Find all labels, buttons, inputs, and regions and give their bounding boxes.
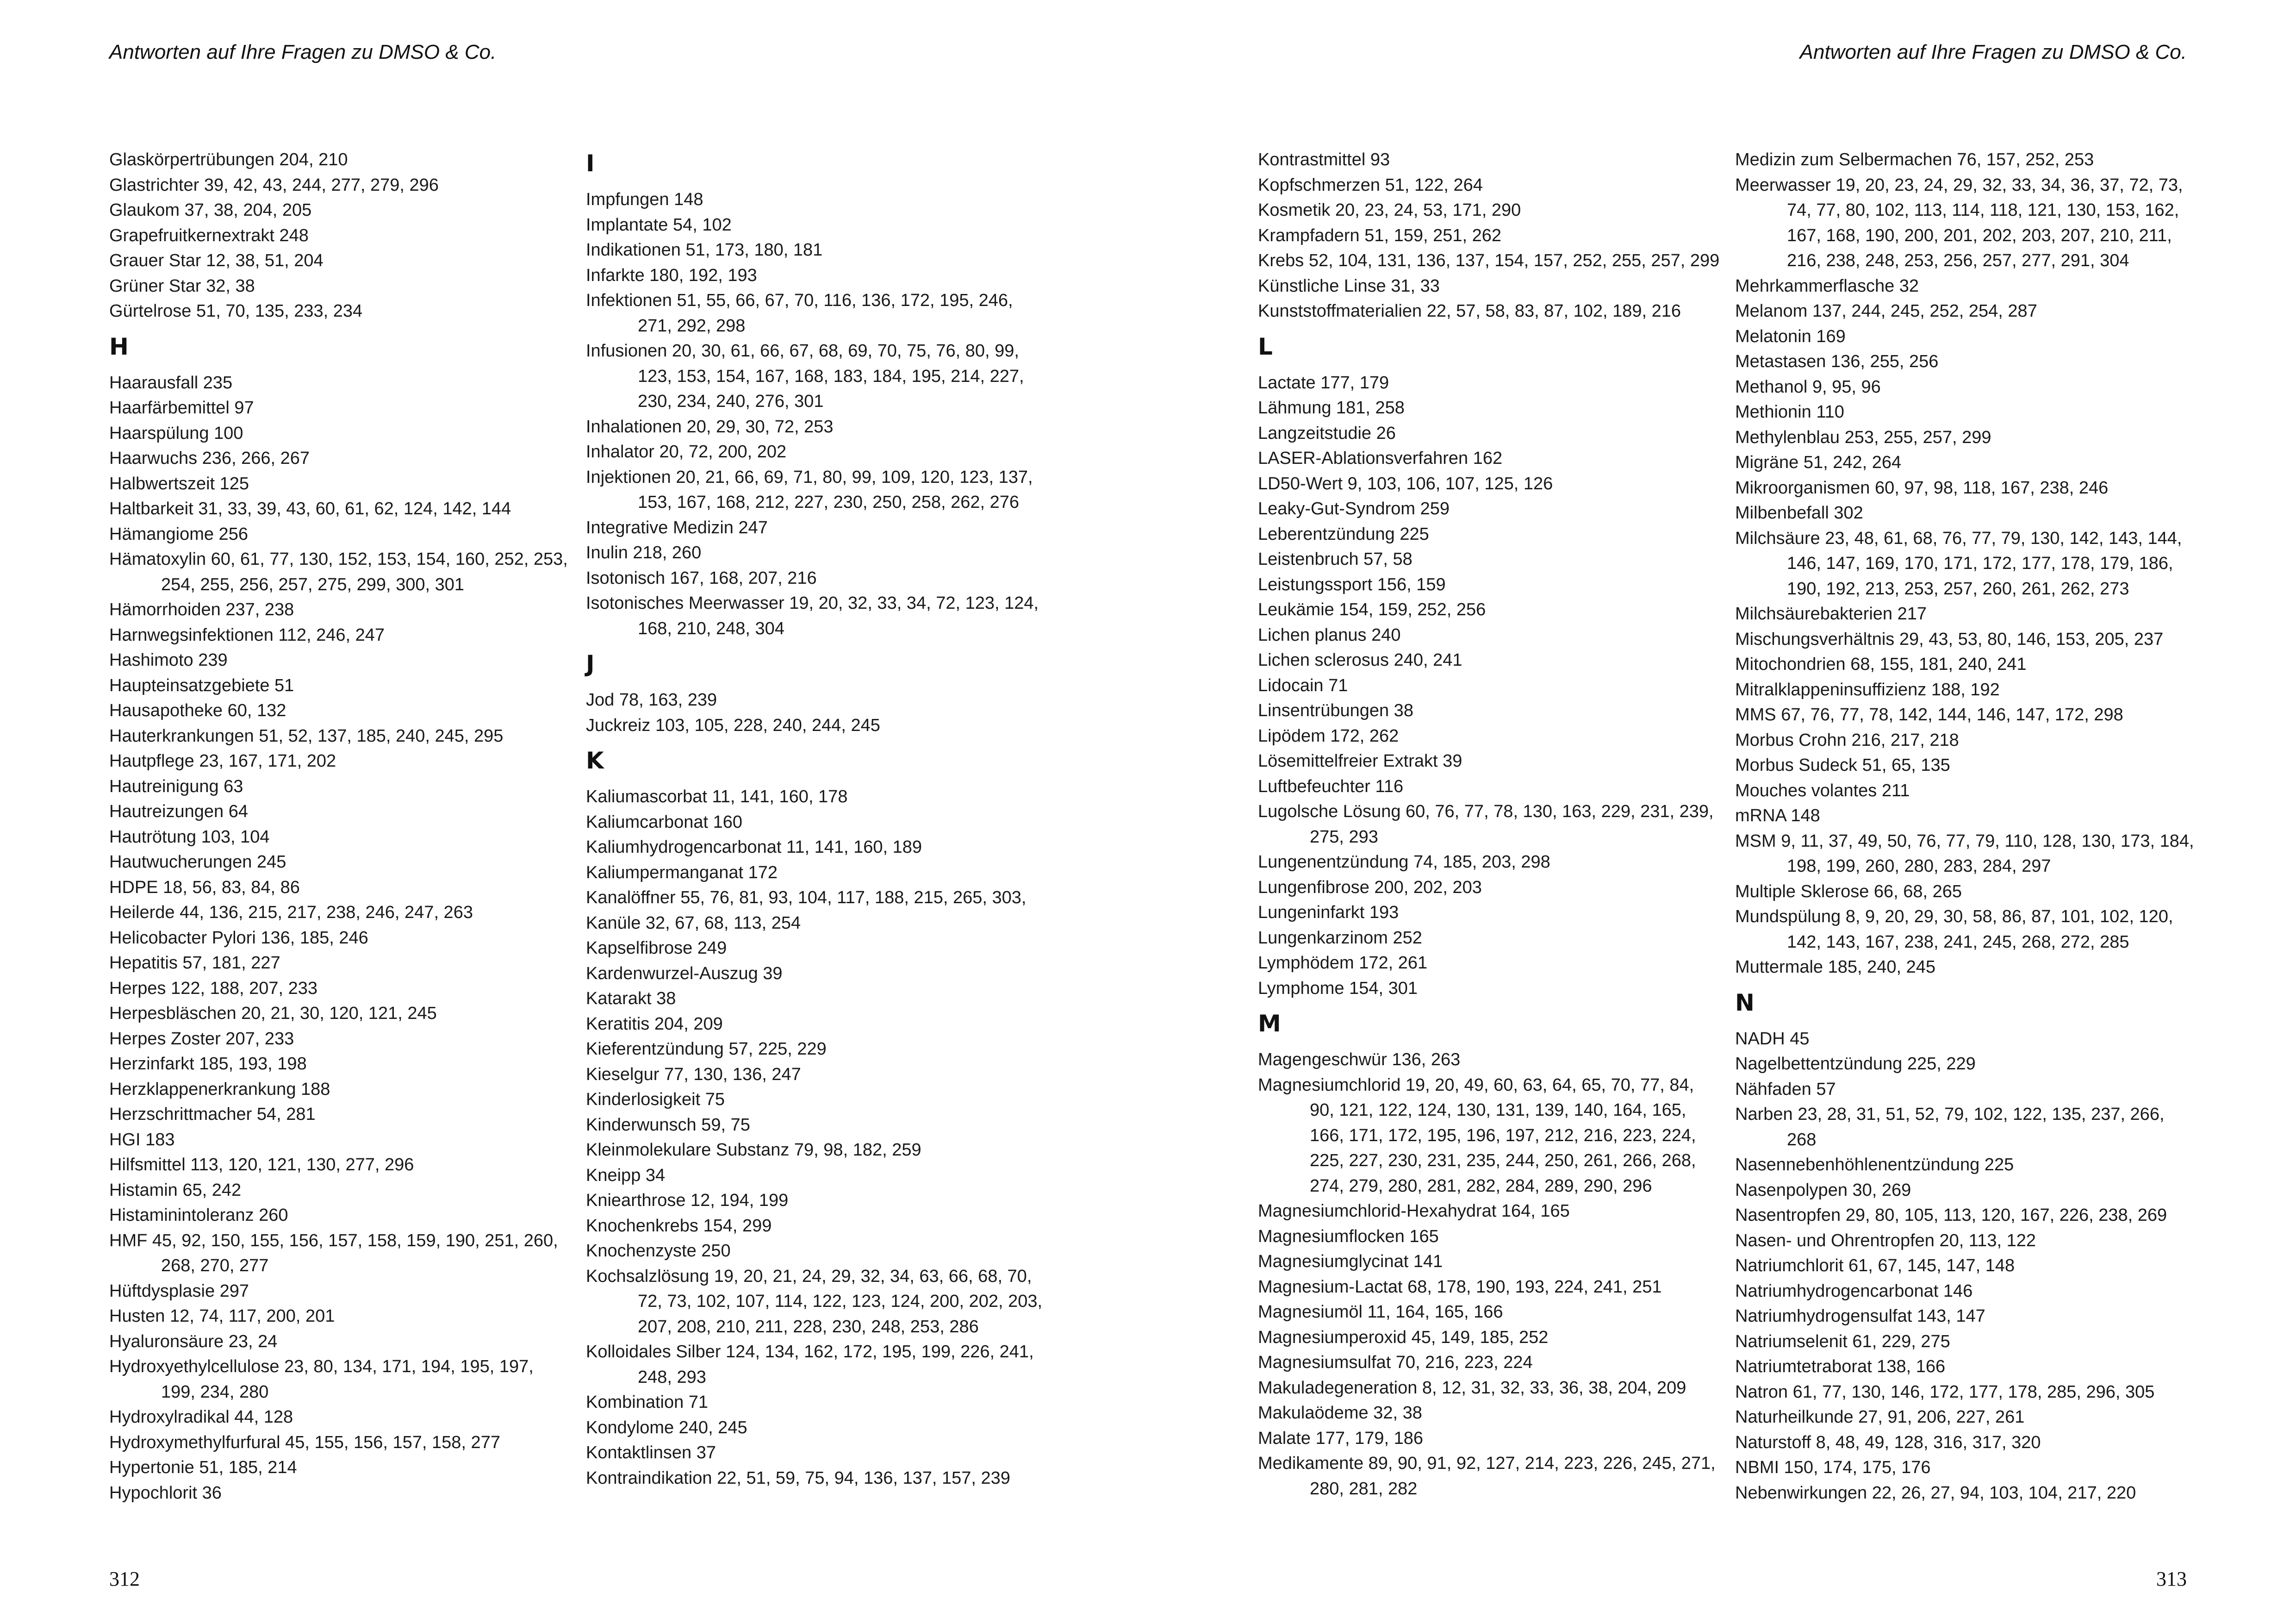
index-entry: Milchsäure 23, 48, 61, 68, 76, 77, 79, 130, 142, 143, 144, 146, 147, 169, 170, 171, 172, 177, 178, 179, 186, 190, 192, 213, 253, 257, 260, 261, 262, 273 bbox=[1735, 528, 2182, 599]
index-entry: Implantate 54, 102 bbox=[586, 215, 732, 235]
index-entry: Lidocain 71 bbox=[1258, 675, 1348, 695]
index-entry: Natriumtetraborat 138, 166 bbox=[1735, 1357, 1946, 1376]
index-section-letter: M bbox=[1258, 1010, 1281, 1037]
index-entry: Inulin 218, 260 bbox=[586, 543, 702, 562]
index-entry: LASER-Ablationsverfahren 162 bbox=[1258, 449, 1503, 468]
index-entry: Kaliumcarbonat 160 bbox=[586, 812, 742, 832]
index-entry: Hämatoxylin 60, 61, 77, 130, 152, 153, 154, 160, 252, 253, 254, 255, 256, 257, 275, 299, 300, 301 bbox=[109, 550, 568, 594]
index-entry: Haltbarkeit 31, 33, 39, 43, 60, 61, 62, 124, 142, 144 bbox=[109, 499, 511, 518]
index-entry: Hautwucherungen 245 bbox=[109, 852, 286, 872]
index-entry: NADH 45 bbox=[1735, 1029, 1810, 1049]
index-entry: Natron 61, 77, 130, 146, 172, 177, 178, 285, 296, 305 bbox=[1735, 1382, 2155, 1402]
index-section-letter: H bbox=[109, 333, 129, 360]
index-entry: Hämangiome 256 bbox=[109, 524, 248, 544]
index-entry: Jod 78, 163, 239 bbox=[586, 690, 717, 710]
index-section-letter: L bbox=[1258, 333, 1273, 360]
index-entry: Husten 12, 74, 117, 200, 201 bbox=[109, 1306, 335, 1326]
index-entry: Kontrastmittel 93 bbox=[1258, 150, 1390, 169]
index-entry: Künstliche Linse 31, 33 bbox=[1258, 276, 1440, 296]
index-entry: Lungeninfarkt 193 bbox=[1258, 903, 1399, 922]
index-entry: Glaskörpertrübungen 204, 210 bbox=[109, 150, 348, 169]
index-entry: Infusionen 20, 30, 61, 66, 67, 68, 69, 70, 75, 76, 80, 99, 123, 153, 154, 167, 168, 183, 184, 195, 214, 227, 230, 234, 240, 276, 301 bbox=[586, 341, 1024, 411]
index-entry: Nasen- und Ohrentropfen 20, 113, 122 bbox=[1735, 1230, 2036, 1250]
index-entry: Glastrichter 39, 42, 43, 244, 277, 279, 296 bbox=[109, 175, 439, 195]
index-entry: Krebs 52, 104, 131, 136, 137, 154, 157, 252, 255, 257, 299 bbox=[1258, 251, 1720, 270]
index-section-letter: J bbox=[586, 650, 595, 677]
index-entry: Kombination 71 bbox=[586, 1393, 709, 1412]
index-entry: Narben 23, 28, 31, 51, 52, 79, 102, 122, 135, 237, 266, 268 bbox=[1735, 1105, 2165, 1149]
index-entry: Natriumhydrogencarbonat 146 bbox=[1735, 1281, 1973, 1301]
index-entry: Magnesiumchlorid-Hexahydrat 164, 165 bbox=[1258, 1201, 1570, 1221]
index-entry: Gürtelrose 51, 70, 135, 233, 234 bbox=[109, 301, 363, 321]
index-entry: Hepatitis 57, 181, 227 bbox=[109, 953, 280, 973]
index-entry: Herpesbläschen 20, 21, 30, 120, 121, 245 bbox=[109, 1004, 437, 1023]
index-entry: Hyaluronsäure 23, 24 bbox=[109, 1331, 278, 1351]
index-entry: Hilfsmittel 113, 120, 121, 130, 277, 296 bbox=[109, 1155, 414, 1174]
index-entry: Migräne 51, 242, 264 bbox=[1735, 453, 1902, 472]
index-entry: Luftbefeuchter 116 bbox=[1258, 776, 1404, 796]
index-entry: Medizin zum Selbermachen 76, 157, 252, 253 bbox=[1735, 150, 2094, 169]
index-entry: Haupteinsatzgebiete 51 bbox=[109, 675, 294, 695]
index-entry: Lungenentzündung 74, 185, 203, 298 bbox=[1258, 852, 1550, 872]
index-entry: Milchsäurebakterien 217 bbox=[1735, 604, 1927, 624]
index-entry: Leaky-Gut-Syndrom 259 bbox=[1258, 499, 1450, 518]
index-entry: Makulaödeme 32, 38 bbox=[1258, 1403, 1422, 1423]
index-entry: Herzinfarkt 185, 193, 198 bbox=[109, 1054, 307, 1074]
running-header-right: Antworten auf Ihre Fragen zu DMSO & Co. bbox=[1799, 41, 2187, 63]
index-entry: Kanalöffner 55, 76, 81, 93, 104, 117, 188, 215, 265, 303, bbox=[586, 888, 1027, 907]
index-entry: HGI 183 bbox=[109, 1130, 175, 1149]
index-entry: Kolloidales Silber 124, 134, 162, 172, 195, 199, 226, 241, 248, 293 bbox=[586, 1342, 1034, 1387]
index-entry: Naturstoff 8, 48, 49, 128, 316, 317, 320 bbox=[1735, 1432, 2041, 1452]
index-entry: Isotonisch 167, 168, 207, 216 bbox=[586, 568, 817, 588]
index-entry: Kleinmolekulare Substanz 79, 98, 182, 259 bbox=[586, 1140, 921, 1160]
index-entry: Hautrötung 103, 104 bbox=[109, 827, 270, 847]
index-entry: Lymphödem 172, 261 bbox=[1258, 953, 1428, 973]
index-entry: Medikamente 89, 90, 91, 92, 127, 214, 223, 226, 245, 271, 280, 281, 282 bbox=[1258, 1454, 1716, 1499]
index-entry: Impfungen 148 bbox=[586, 190, 703, 209]
index-entry: Kosmetik 20, 23, 24, 53, 171, 290 bbox=[1258, 200, 1521, 220]
index-entry: Magnesiumperoxid 45, 149, 185, 252 bbox=[1258, 1327, 1549, 1347]
index-entry: Histamin 65, 242 bbox=[109, 1180, 242, 1200]
index-entry: Morbus Sudeck 51, 65, 135 bbox=[1735, 756, 1950, 775]
index-entry: Hypochlorit 36 bbox=[109, 1483, 222, 1503]
index-entry: Leukämie 154, 159, 252, 256 bbox=[1258, 600, 1486, 619]
index-entry: Lipödem 172, 262 bbox=[1258, 726, 1399, 746]
index-entry: Kniearthrose 12, 194, 199 bbox=[586, 1191, 789, 1210]
index-entry: Haarspülung 100 bbox=[109, 423, 243, 443]
index-entry: Kaliumpermanganat 172 bbox=[586, 862, 778, 882]
index-entry: Magnesium-Lactat 68, 178, 190, 193, 224, 241, 251 bbox=[1258, 1277, 1662, 1297]
index-entry: Lichen sclerosus 240, 241 bbox=[1258, 650, 1462, 670]
index-entry: Katarakt 38 bbox=[586, 989, 676, 1008]
index-entry: mRNA 148 bbox=[1735, 806, 1820, 825]
index-entry: Magnesiumöl 11, 164, 165, 166 bbox=[1258, 1302, 1503, 1322]
index-entry: Melatonin 169 bbox=[1735, 326, 1846, 346]
index-entry: Methanol 9, 95, 96 bbox=[1735, 377, 1881, 397]
index-entry: Magnesiumsulfat 70, 216, 223, 224 bbox=[1258, 1353, 1533, 1372]
index-entry: Nasennebenhöhlenentzündung 225 bbox=[1735, 1155, 2014, 1174]
running-header-left: Antworten auf Ihre Fragen zu DMSO & Co. bbox=[109, 41, 497, 63]
index-entry: Hautpflege 23, 167, 171, 202 bbox=[109, 751, 336, 771]
index-entry: Integrative Medizin 247 bbox=[586, 518, 768, 537]
index-entry: Mundspülung 8, 9, 20, 29, 30, 58, 86, 87, 101, 102, 120, 142, 143, 167, 238, 241, 245, 268, 272, 285 bbox=[1735, 907, 2173, 952]
index-entry: Halbwertszeit 125 bbox=[109, 474, 249, 493]
index-entry: Mikroorganismen 60, 97, 98, 118, 167, 238, 246 bbox=[1735, 478, 2109, 498]
index-entry: Infarkte 180, 192, 193 bbox=[586, 265, 757, 285]
index-entry: Natriumchlorit 61, 67, 145, 147, 148 bbox=[1735, 1256, 2015, 1275]
index-entry: Langzeitstudie 26 bbox=[1258, 423, 1396, 443]
index-column-1 bbox=[109, 147, 572, 1505]
index-entry: Kardenwurzel-Auszug 39 bbox=[586, 963, 783, 983]
index-entry: Herzklappenerkrankung 188 bbox=[109, 1079, 330, 1099]
index-entry: Milbenbefall 302 bbox=[1735, 503, 1863, 523]
index-entry: Linsentrübungen 38 bbox=[1258, 701, 1413, 720]
index-entry: Lähmung 181, 258 bbox=[1258, 398, 1405, 418]
index-entry: Natriumhydrogensulfat 143, 147 bbox=[1735, 1306, 1985, 1326]
index-entry: Mitralklappeninsuffizienz 188, 192 bbox=[1735, 680, 2000, 700]
index-entry: Herpes Zoster 207, 233 bbox=[109, 1029, 294, 1049]
index-entry: Hydroxyethylcellulose 23, 80, 134, 171, 194, 195, 197, 199, 234, 280 bbox=[109, 1357, 534, 1402]
index-entry: Mitochondrien 68, 155, 181, 240, 241 bbox=[1735, 655, 2027, 674]
index-entry: Leberentzündung 225 bbox=[1258, 524, 1429, 544]
index-section-letter: K bbox=[586, 747, 604, 774]
index-column-4 bbox=[1735, 147, 2198, 1505]
index-entry: Kondylome 240, 245 bbox=[586, 1418, 747, 1437]
index-entry: Lymphome 154, 301 bbox=[1258, 978, 1418, 998]
index-entry: Kneipp 34 bbox=[586, 1165, 666, 1185]
index-entry: Lungenkarzinom 252 bbox=[1258, 928, 1422, 948]
index-entry: Lungenfibrose 200, 202, 203 bbox=[1258, 877, 1482, 897]
index-entry: Magnesiumglycinat 141 bbox=[1258, 1252, 1443, 1271]
index-entry: Hautreinigung 63 bbox=[109, 776, 243, 796]
index-entry: Meerwasser 19, 20, 23, 24, 29, 32, 33, 34, 36, 37, 72, 73, 74, 77, 80, 102, 113, 114, 118, 121, 130, 153, 162, 167, 168, 190, 200, 201, 202, 203, 207, 210, 211, 216, 238, 248, 253, 256, 257, 277, 291, 304 bbox=[1735, 175, 2183, 270]
index-entry: MMS 67, 76, 77, 78, 142, 144, 146, 147, 172, 298 bbox=[1735, 705, 2123, 725]
index-column-2 bbox=[586, 147, 1049, 1491]
index-entry: Kinderlosigkeit 75 bbox=[586, 1090, 725, 1109]
index-entry: Kieferentzündung 57, 225, 229 bbox=[586, 1039, 827, 1059]
index-entry: Hypertonie 51, 185, 214 bbox=[109, 1458, 297, 1477]
index-entry: Grapefruitkernextrakt 248 bbox=[109, 225, 309, 245]
index-entry: Nasenpolypen 30, 269 bbox=[1735, 1180, 1911, 1200]
index-entry: Hashimoto 239 bbox=[109, 650, 228, 670]
index-entry: Naturheilkunde 27, 91, 206, 227, 261 bbox=[1735, 1407, 2025, 1427]
index-entry: Mischungsverhältnis 29, 43, 53, 80, 146, 153, 205, 237 bbox=[1735, 629, 2164, 649]
index-entry: Indikationen 51, 173, 180, 181 bbox=[586, 240, 823, 260]
index-entry: Kanüle 32, 67, 68, 113, 254 bbox=[586, 913, 801, 933]
index-entry: Hautreizungen 64 bbox=[109, 802, 248, 821]
index-entry: Nähfaden 57 bbox=[1735, 1079, 1836, 1099]
index-entry: Haarwuchs 236, 266, 267 bbox=[109, 449, 310, 468]
index-entry: Isotonisches Meerwasser 19, 20, 32, 33, 34, 72, 123, 124, 168, 210, 248, 304 bbox=[586, 593, 1039, 638]
index-entry: Kapselfibrose 249 bbox=[586, 938, 727, 958]
index-entry: Magnesiumchlorid 19, 20, 49, 60, 63, 64, 65, 70, 77, 84, 90, 121, 122, 124, 130, 131, 139, 140, 164, 165, 166, 171, 172, 195, 196, 197, 212, 216, 223, 224, 225, 227, 230, 231, 235, 244, 250, 261, 266, 268, 274, 279, 280, 281, 282, 284, 289, 290, 296 bbox=[1258, 1075, 1696, 1196]
index-entry: Magnesiumflocken 165 bbox=[1258, 1226, 1439, 1246]
index-entry: Kaliumascorbat 11, 141, 160, 178 bbox=[586, 787, 848, 806]
index-entry: NBMI 150, 174, 175, 176 bbox=[1735, 1458, 1931, 1477]
index-entry: Nagelbettentzündung 225, 229 bbox=[1735, 1054, 1976, 1074]
index-section-letter: N bbox=[1735, 989, 1755, 1016]
index-entry: Grüner Star 32, 38 bbox=[109, 276, 255, 296]
index-entry: Methylenblau 253, 255, 257, 299 bbox=[1735, 427, 1991, 447]
index-entry: Multiple Sklerose 66, 68, 265 bbox=[1735, 881, 1962, 901]
index-entry: Muttermale 185, 240, 245 bbox=[1735, 957, 1936, 977]
index-entry: Infektionen 51, 55, 66, 67, 70, 116, 136, 172, 195, 246, 271, 292, 298 bbox=[586, 291, 1013, 336]
index-entry: Lactate 177, 179 bbox=[1258, 373, 1389, 393]
index-entry: Hüftdysplasie 297 bbox=[109, 1281, 249, 1301]
index-entry: LD50-Wert 9, 103, 106, 107, 125, 126 bbox=[1258, 474, 1553, 493]
index-entry: Kinderwunsch 59, 75 bbox=[586, 1115, 750, 1135]
index-entry: Knochenkrebs 154, 299 bbox=[586, 1216, 772, 1236]
index-entry: Histaminintoleranz 260 bbox=[109, 1206, 288, 1225]
index-entry: Herpes 122, 188, 207, 233 bbox=[109, 978, 318, 998]
index-section-letter: I bbox=[586, 150, 595, 177]
index-entry: Knochenzyste 250 bbox=[586, 1241, 731, 1261]
index-entry: Haarausfall 235 bbox=[109, 373, 233, 393]
index-entry: Keratitis 204, 209 bbox=[586, 1014, 723, 1034]
index-entry: Kontraindikation 22, 51, 59, 75, 94, 136, 137, 157, 239 bbox=[586, 1468, 1010, 1488]
index-entry: HDPE 18, 56, 83, 84, 86 bbox=[109, 877, 300, 897]
index-entry: Kaliumhydrogencarbonat 11, 141, 160, 189 bbox=[586, 837, 922, 857]
index-entry: Harnwegsinfektionen 112, 246, 247 bbox=[109, 625, 385, 645]
index-entry: Kontaktlinsen 37 bbox=[586, 1443, 716, 1462]
index-entry: Nebenwirkungen 22, 26, 27, 94, 103, 104, 217, 220 bbox=[1735, 1483, 2136, 1503]
index-entry: Kopfschmerzen 51, 122, 264 bbox=[1258, 175, 1483, 195]
index-entry: Mehrkammerflasche 32 bbox=[1735, 276, 1919, 296]
index-entry: Injektionen 20, 21, 66, 69, 71, 80, 99, 109, 120, 123, 137, 153, 167, 168, 212, 227, 230, 250, 258, 262, 276 bbox=[586, 467, 1033, 512]
index-entry: Leistenbruch 57, 58 bbox=[1258, 550, 1412, 569]
index-entry: Mouches volantes 211 bbox=[1735, 781, 1910, 800]
index-entry: Lösemittelfreier Extrakt 39 bbox=[1258, 751, 1462, 771]
index-column-3 bbox=[1258, 147, 1721, 1501]
index-entry: Hydroxymethylfurfural 45, 155, 156, 157, 158, 277 bbox=[109, 1432, 500, 1452]
index-entry: Glaukom 37, 38, 204, 205 bbox=[109, 200, 312, 220]
index-entry: Juckreiz 103, 105, 228, 240, 244, 245 bbox=[586, 715, 880, 735]
index-entry: Grauer Star 12, 38, 51, 204 bbox=[109, 251, 324, 270]
index-entry: Methionin 110 bbox=[1735, 402, 1844, 422]
index-entry: Nasentropfen 29, 80, 105, 113, 120, 167, 226, 238, 269 bbox=[1735, 1206, 2167, 1225]
index-entry: Kochsalzlösung 19, 20, 21, 24, 29, 32, 34, 63, 66, 68, 70, 72, 73, 102, 107, 114, 122, 123, 124, 200, 202, 203, 207, 208, 210, 211, 228, 230, 248, 253, 286 bbox=[586, 1266, 1043, 1337]
index-entry: Lichen planus 240 bbox=[1258, 625, 1401, 645]
index-entry: Haarfärbemittel 97 bbox=[109, 398, 254, 418]
index-entry: Hausapotheke 60, 132 bbox=[109, 701, 286, 720]
index-entry: Inhalator 20, 72, 200, 202 bbox=[586, 442, 787, 462]
index-entry: Heilerde 44, 136, 215, 217, 238, 246, 247, 263 bbox=[109, 903, 473, 922]
index-entry: MSM 9, 11, 37, 49, 50, 76, 77, 79, 110, 128, 130, 173, 184, 198, 199, 260, 280, 283, 284, 297 bbox=[1735, 831, 2194, 876]
index-entry: Helicobacter Pylori 136, 185, 246 bbox=[109, 928, 368, 948]
index-entry: HMF 45, 92, 150, 155, 156, 157, 158, 159, 190, 251, 260, 268, 270, 277 bbox=[109, 1230, 558, 1275]
index-entry: Morbus Crohn 216, 217, 218 bbox=[1735, 730, 1959, 750]
index-entry: Krampfadern 51, 159, 251, 262 bbox=[1258, 225, 1502, 245]
page-number-right: 313 bbox=[2156, 1568, 2187, 1590]
index-entry: Hydroxylradikal 44, 128 bbox=[109, 1407, 293, 1427]
index-entry: Makuladegeneration 8, 12, 31, 32, 33, 36, 38, 204, 209 bbox=[1258, 1378, 1686, 1398]
page-number-left: 312 bbox=[109, 1568, 140, 1590]
index-entry: Melanom 137, 244, 245, 252, 254, 287 bbox=[1735, 301, 2037, 321]
index-entry: Inhalationen 20, 29, 30, 72, 253 bbox=[586, 417, 834, 437]
index-entry: Lugolsche Lösung 60, 76, 77, 78, 130, 163, 229, 231, 239, 275, 293 bbox=[1258, 802, 1714, 847]
index-entry: Magengeschwür 136, 263 bbox=[1258, 1050, 1461, 1069]
index-entry: Hämorrhoiden 237, 238 bbox=[109, 600, 294, 619]
index-entry: Metastasen 136, 255, 256 bbox=[1735, 352, 1939, 371]
index-entry: Hauterkrankungen 51, 52, 137, 185, 240, 245, 295 bbox=[109, 726, 504, 746]
index-entry: Kunststoffmaterialien 22, 57, 58, 83, 87, 102, 189, 216 bbox=[1258, 301, 1681, 321]
index-entry: Leistungssport 156, 159 bbox=[1258, 575, 1446, 594]
index-entry: Herzschrittmacher 54, 281 bbox=[109, 1105, 316, 1124]
index-entry: Malate 177, 179, 186 bbox=[1258, 1428, 1424, 1448]
index-entry: Natriumselenit 61, 229, 275 bbox=[1735, 1331, 1950, 1351]
index-entry: Kieselgur 77, 130, 136, 247 bbox=[586, 1064, 801, 1084]
